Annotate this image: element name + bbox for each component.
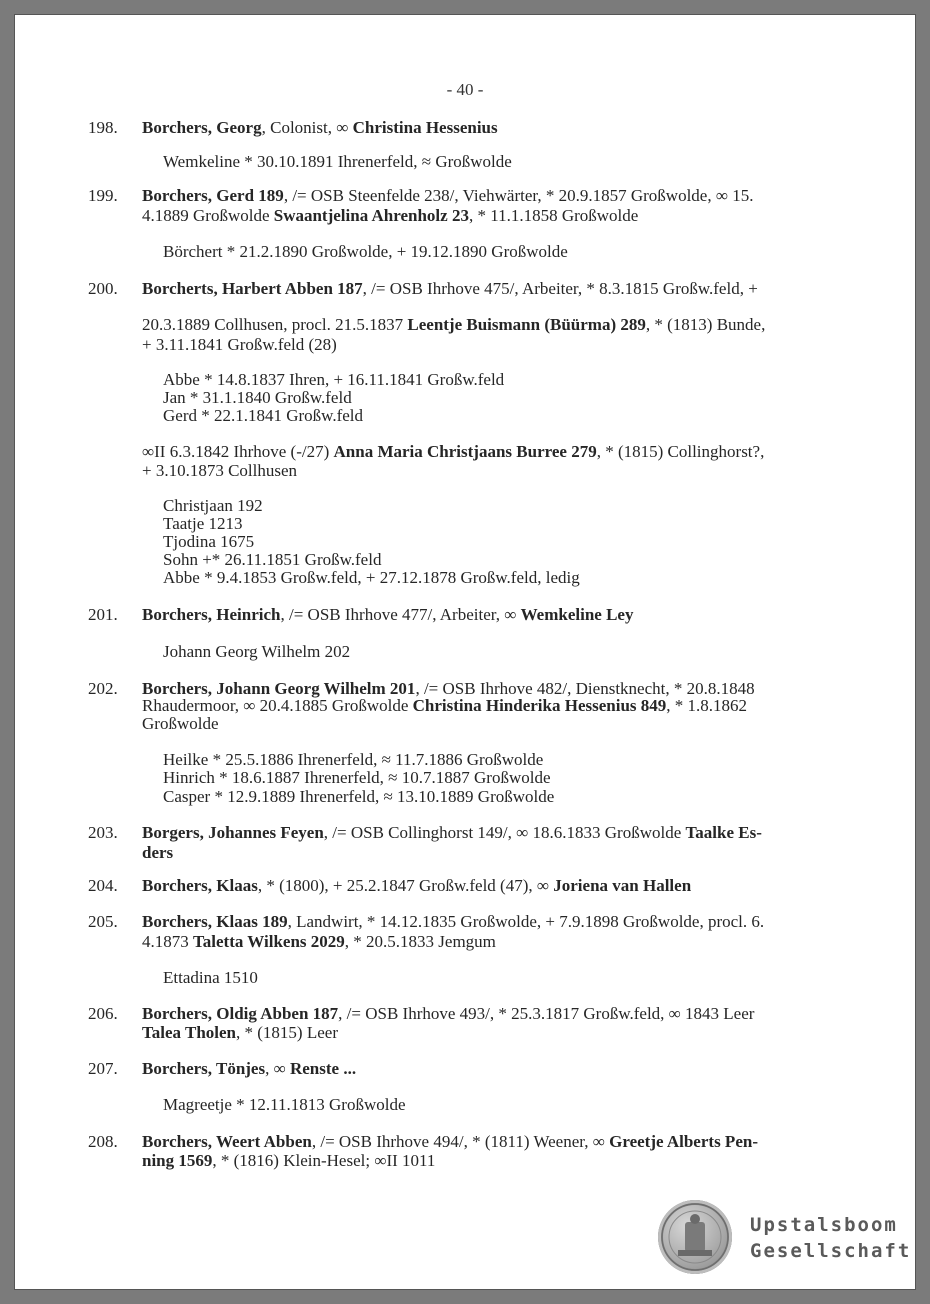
entry-number: 200. [88,279,118,298]
entry-line: Talea Tholen, * (1815) Leer [142,1023,338,1042]
child-line: Sohn +* 26.11.1851 Großw.feld [163,550,382,569]
entry-number: 199. [88,186,118,205]
entry-line: Borcherts, Harbert Abben 187, /= OSB Ihrhove 475/, Arbeiter, * 8.3.1815 Großw.feld, + [142,279,758,298]
entry-line: Borchers, Klaas 189, Landwirt, * 14.12.1835 Großwolde, + 7.9.1898 Großwolde, procl. 6. [142,912,765,931]
entry-line: 4.1873 Taletta Wilkens 2029, * 20.5.1833 Jemgum [142,932,496,951]
entry-line: Borchers, Oldig Abben 187, /= OSB Ihrhove 493/, * 25.3.1817 Großw.feld, ∞ 1843 Leer [142,1004,755,1023]
entry-number: 205. [88,912,118,931]
seal-icon [658,1200,732,1274]
entry-line: Borchers, Johann Georg Wilhelm 201, /= OSB Ihrhove 482/, Dienstknecht, * 20.8.1848 [142,679,755,698]
entry-line: Borchers, Klaas, * (1800), + 25.2.1847 Großw.feld (47), ∞ Joriena van Hallen [142,876,692,895]
entry-line: 4.1889 Großwolde Swaantjelina Ahrenholz 23, * 11.1.1858 Großwolde [142,206,639,225]
entry-line: ning 1569, * (1816) Klein-Hesel; ∞II 1011 [142,1151,436,1170]
entry-number: 206. [88,1004,118,1023]
child-line: Tjodina 1675 [163,532,255,551]
entry-line: Borchers, Georg, Colonist, ∞ Christina Hessenius [142,118,498,137]
child-line: Abbe * 9.4.1853 Großw.feld, + 27.12.1878 Großw.feld, ledig [163,568,580,587]
entry-number: 207. [88,1059,118,1078]
child-line: Gerd * 22.1.1841 Großw.feld [163,406,364,425]
entry-number: 208. [88,1132,118,1151]
entry-number: 201. [88,605,118,624]
child-line: Magreetje * 12.11.1813 Großwolde [163,1095,406,1114]
publisher-logo [658,1200,918,1272]
entry-line: ∞II 6.3.1842 Ihrhove (-/27) Anna Maria Christjaans Burree 279, * (1815) Collinghorst?, [142,442,765,461]
child-line: Johann Georg Wilhelm 202 [163,642,351,661]
entry-line: + 3.10.1873 Collhusen [142,461,298,480]
child-line: Wemkeline * 30.10.1891 Ihrenerfeld, ≈ Großwolde [163,152,512,171]
entry-line: + 3.11.1841 Großw.feld (28) [142,335,337,354]
page-number: - 40 - [446,80,484,99]
entry-line: Großwolde [142,714,219,733]
brand-line-1: Upstalsboom [750,1214,898,1236]
entry-line: Borchers, Tönjes, ∞ Renste ... [142,1059,357,1078]
entry-line: Borchers, Weert Abben, /= OSB Ihrhove 494/, * (1811) Weener, ∞ Greetje Alberts Pen- [142,1132,758,1151]
child-line: Taatje 1213 [163,514,243,533]
entry-line: Borchers, Heinrich, /= OSB Ihrhove 477/, Arbeiter, ∞ Wemkeline Ley [142,605,634,624]
entry-number: 203. [88,823,118,842]
entry-line: ders [142,843,174,862]
child-line: Börchert * 21.2.1890 Großwolde, + 19.12.1890 Großwolde [163,242,568,261]
brand-line-2: Gesellschaft [750,1240,912,1262]
entry-number: 204. [88,876,118,895]
entry-line: Borgers, Johannes Feyen, /= OSB Collinghorst 149/, ∞ 18.6.1833 Großwolde Taalke Es- [142,823,762,842]
entry-number: 202. [88,679,118,698]
child-line: Christjaan 192 [163,496,263,515]
child-line: Ettadina 1510 [163,968,258,987]
child-line: Casper * 12.9.1889 Ihrenerfeld, ≈ 13.10.1889 Großwolde [163,787,555,806]
child-line: Jan * 31.1.1840 Großw.feld [163,388,352,407]
entry-number: 198. [88,118,118,137]
child-line: Hinrich * 18.6.1887 Ihrenerfeld, ≈ 10.7.1887 Großwolde [163,768,551,787]
entry-line: Borchers, Gerd 189, /= OSB Steenfelde 238/, Viehwärter, * 20.9.1857 Großwolde, ∞ 15. [142,186,754,205]
child-line: Abbe * 14.8.1837 Ihren, + 16.11.1841 Großw.feld [163,370,505,389]
child-line: Heilke * 25.5.1886 Ihrenerfeld, ≈ 11.7.1886 Großwolde [163,750,544,769]
entry-line: Rhaudermoor, ∞ 20.4.1885 Großwolde Christina Hinderika Hessenius 849, * 1.8.1862 [142,696,748,715]
entry-line: 20.3.1889 Collhusen, procl. 21.5.1837 Leentje Buismann (Büürma) 289, * (1813) Bunde, [142,315,766,334]
